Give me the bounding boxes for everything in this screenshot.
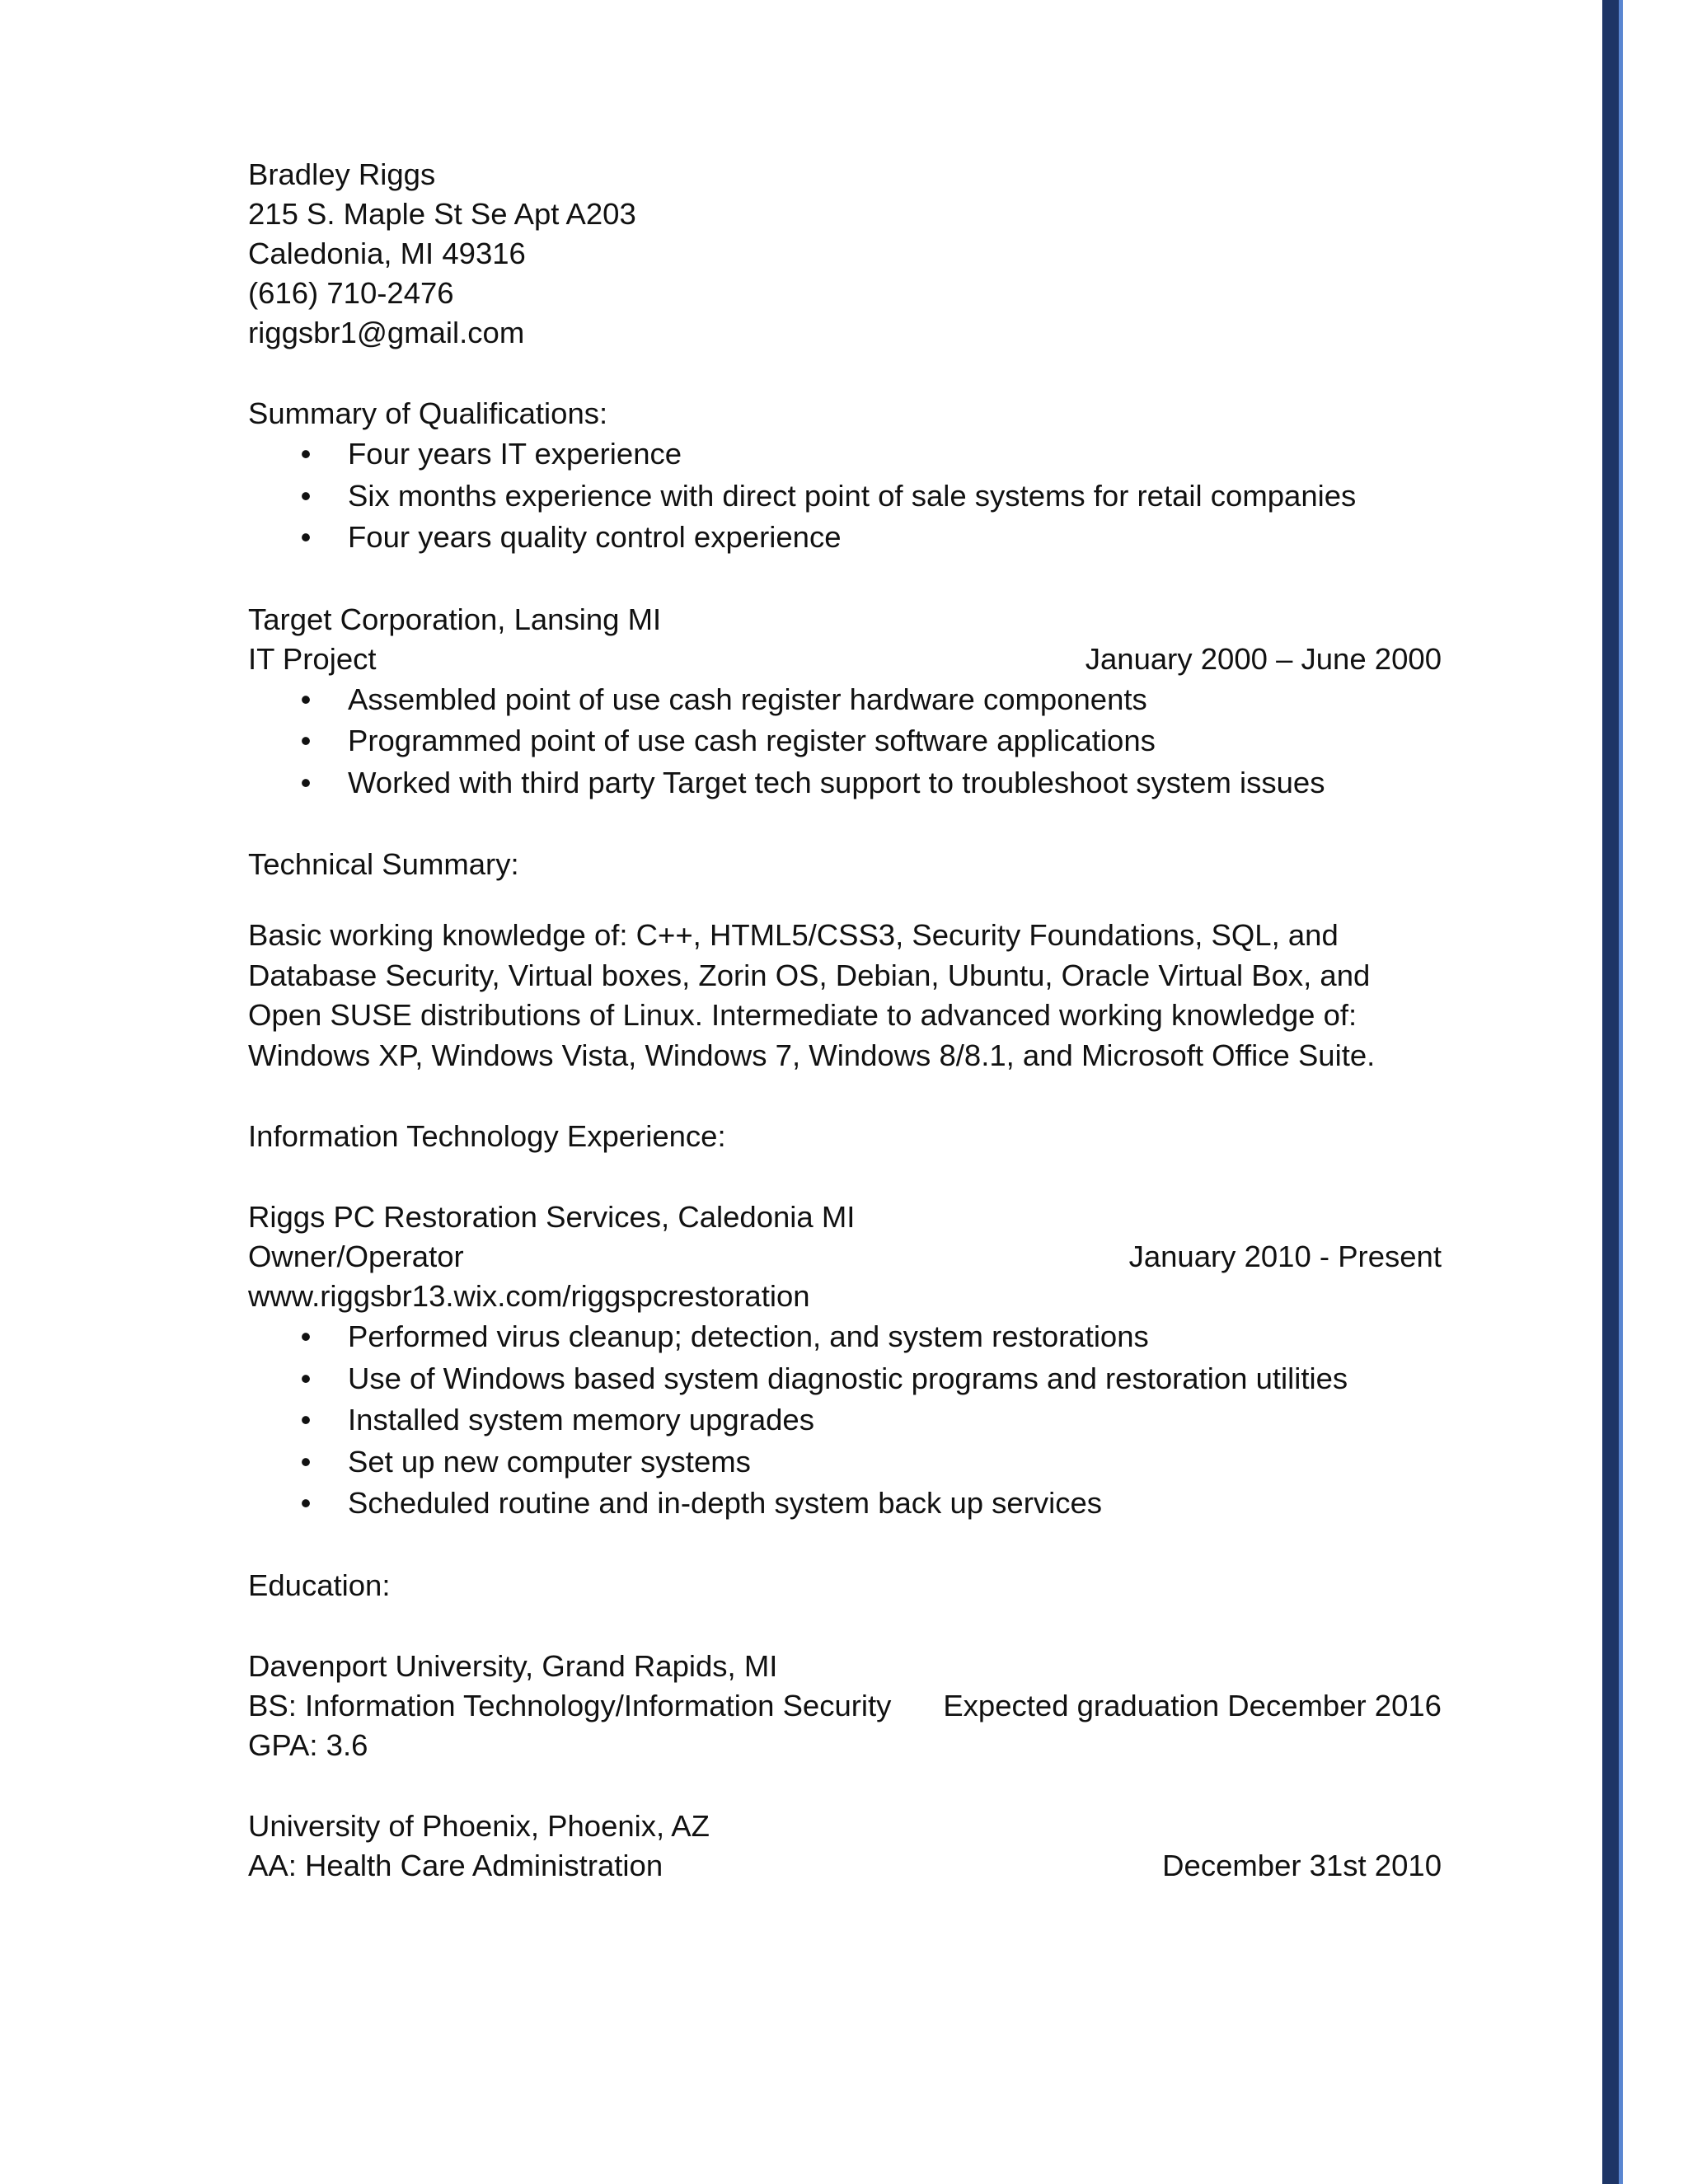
page-border-dark (1602, 0, 1619, 2184)
summary-list (248, 434, 1442, 559)
bullet-icon: • (300, 1319, 312, 1353)
technical-line: Open SUSE distributions of Linux. Intermediate to advanced working knowledge of: (248, 998, 1357, 1032)
education-heading: Education: (248, 1568, 391, 1602)
summary-heading: Summary of Qualifications: (248, 396, 608, 430)
bullet-icon: • (300, 682, 312, 716)
it-title: Owner/Operator (248, 1240, 464, 1273)
bullet-icon: • (300, 520, 312, 554)
phone-number: (616) 710-2476 (248, 276, 454, 310)
degree-row (248, 1846, 1442, 1886)
gpa: GPA: 3.6 (248, 1727, 368, 1762)
technical-line: Windows XP, Windows Vista, Windows 7, Windows 8/8.1, and Microsoft Office Suite. (248, 1038, 1376, 1072)
list-item (248, 434, 1442, 476)
resume-content (248, 155, 1442, 1886)
job-dates: January 2000 – June 2000 (1085, 641, 1442, 676)
applicant-name: Bradley Riggs (248, 157, 436, 191)
address-line-1: 215 S. Maple St Se Apt A203 (248, 197, 636, 231)
list-item-text: Programmed point of use cash register software applications (348, 724, 1156, 757)
bullet-icon: • (300, 724, 312, 757)
list-item-text: Four years IT experience (348, 437, 682, 471)
technical-section (248, 845, 1442, 1076)
it-duties-list (248, 1316, 1442, 1525)
summary-section (248, 394, 1442, 559)
list-item (248, 1316, 1442, 1358)
job-target-section (248, 600, 1442, 804)
it-company: Riggs PC Restoration Services, Caledonia MI (248, 1200, 856, 1234)
list-item (248, 679, 1442, 721)
page-border-light (1619, 0, 1623, 2184)
degree: BS: Information Technology/Information Security (248, 1688, 892, 1722)
list-item-text: Four years quality control experience (348, 520, 842, 554)
list-item-text: Use of Windows based system diagnostic programs and restoration utilities (348, 1361, 1348, 1395)
it-title-row (248, 1237, 1442, 1277)
bullet-icon: • (300, 478, 312, 513)
degree-row (248, 1686, 1442, 1726)
job-company: Target Corporation, Lansing MI (248, 602, 662, 636)
technical-line: Basic working knowledge of: C++, HTML5/CSS3, Security Foundations, SQL, and (248, 918, 1339, 952)
email-address: riggsbr1@gmail.com (248, 316, 525, 349)
technical-line: Database Security, Virtual boxes, Zorin OS, Debian, Ubuntu, Oracle Virtual Box, and (248, 958, 1371, 992)
degree: AA: Health Care Administration (248, 1848, 663, 1882)
bullet-icon: • (300, 1403, 312, 1436)
school-name: Davenport University, Grand Rapids, MI (248, 1648, 778, 1683)
list-item (248, 762, 1442, 804)
it-experience-heading: Information Technology Experience: (248, 1119, 726, 1153)
address-line-2: Caledonia, MI 49316 (248, 237, 526, 270)
bullet-icon: • (300, 765, 312, 799)
degree-date: Expected graduation December 2016 (943, 1688, 1442, 1722)
degree-date: December 31st 2010 (1162, 1848, 1442, 1882)
list-item (248, 1483, 1442, 1525)
school-name: University of Phoenix, Phoenix, AZ (248, 1808, 710, 1843)
list-item-text: Worked with third party Target tech support to troubleshoot system issues (348, 765, 1325, 799)
list-item (248, 1441, 1442, 1483)
job-title-row (248, 640, 1442, 679)
technical-heading: Technical Summary: (248, 847, 519, 881)
list-item (248, 476, 1442, 518)
bullet-icon: • (300, 437, 312, 471)
education-section (248, 1566, 1442, 1886)
list-item (248, 517, 1442, 559)
technical-paragraph (248, 916, 1442, 1076)
list-item-text: Scheduled routine and in-depth system back up services (348, 1486, 1103, 1520)
list-item (248, 720, 1442, 762)
list-item-text: Assembled point of use cash register hardware components (348, 682, 1147, 716)
bullet-icon: • (300, 1361, 312, 1395)
contact-block (248, 155, 1442, 353)
it-website-link[interactable]: www.riggsbr13.wix.com/riggspcrestoration (248, 1279, 810, 1313)
list-item (248, 1399, 1442, 1441)
list-item-text: Six months experience with direct point of sale systems for retail companies (348, 478, 1357, 513)
list-item-text: Installed system memory upgrades (348, 1403, 814, 1436)
bullet-icon: • (300, 1486, 312, 1520)
job-title: IT Project (248, 641, 377, 676)
list-item-text: Performed virus cleanup; detection, and system restorations (348, 1319, 1149, 1353)
bullet-icon: • (300, 1444, 312, 1479)
list-item-text: Set up new computer systems (348, 1444, 751, 1479)
list-item (248, 1358, 1442, 1400)
it-experience-section (248, 1117, 1442, 1525)
it-dates: January 2010 - Present (1128, 1240, 1442, 1273)
job-duties-list (248, 679, 1442, 804)
